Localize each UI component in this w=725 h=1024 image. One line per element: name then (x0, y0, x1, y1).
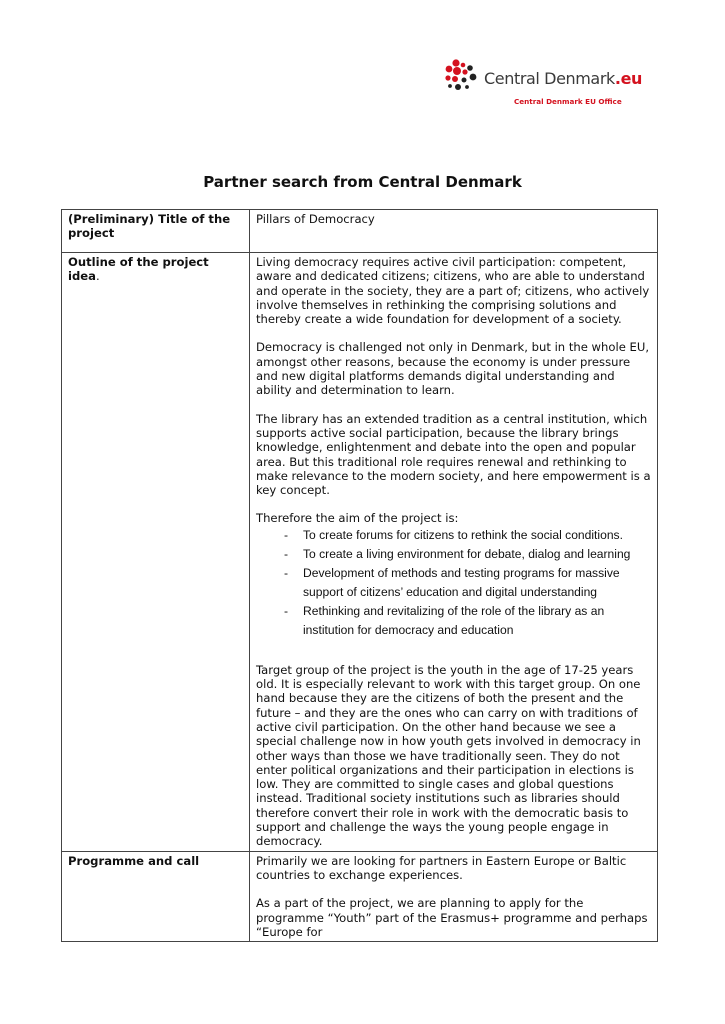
list-item: - Development of methods and testing programs for massive support of citizens’ education and digital understanding (284, 564, 651, 602)
logo-subtitle: Central Denmark EU Office (514, 97, 622, 106)
logo-wordmark: Central Denmark.eu (484, 69, 643, 88)
list-item: - To create forums for citizens to rethink the social conditions. (284, 526, 651, 545)
table-row (62, 851, 658, 941)
programme-paragraph: Primarily we are looking for partners in Eastern Europe or Baltic countries to exchange experiences. (256, 853, 627, 882)
outline-paragraph: Democracy is challenged not only in Denmark, but in the whole EU, amongst other reasons, because the economy is under pressure and new digital platforms demands digital understanding and ability and determination to learn. (256, 340, 650, 398)
partner-search-table (61, 209, 658, 942)
programme-paragraph: As a part of the project, we are planning to apply for the programme “Youth” part of the Erasmus+ programme and perhaps “Europe for (256, 896, 648, 939)
dots-cluster-icon (444, 59, 480, 93)
central-denmark-logo (444, 59, 643, 109)
aims-intro: Therefore the aim of the project is: (256, 511, 459, 526)
title-value: Pillars of Democracy (250, 210, 658, 253)
table-row (62, 253, 658, 852)
programme-label: Programme and call (62, 851, 250, 941)
outline-content (250, 253, 658, 852)
document-title: Partner search from Central Denmark (203, 173, 522, 191)
outline-paragraph: The library has an extended tradition as a central institution, which supports active social participation, because the library brings knowledge, enlightenment and debate into the open and popular area. But this traditional role requires renewal and rethinking to make relevance to the modern society, and here empowerment is a key concept. (256, 411, 651, 498)
aims-list (256, 526, 651, 640)
title-label: (Preliminary) Title of the project (62, 210, 250, 253)
outline-label: Outline of the project idea. (62, 253, 250, 852)
list-item: - Rethinking and revitalizing of the role of the library as an institution for democracy and education (284, 602, 651, 640)
programme-content (250, 851, 658, 941)
target-group-paragraph: Target group of the project is the youth in the age of 17-25 years old. It is especially relevant to work with this target group. On one hand because they are the citizens of both the present and the future – and they are the ones who can carry on with traditions of active civil participation. On the other hand because we see a special challenge now in how youth gets involved in democracy in other ways than those we have traditionally seen. They do not enter political organizations and their participation in elections is low. They are committed to single cases and global questions instead. Traditional society institutions such as libraries should therefore convert their role in work with the democratic basis to support and challenge the ways the young people engage in democracy. (256, 662, 641, 849)
table-row (62, 210, 658, 253)
list-item: - To create a living environment for debate, dialog and learning (284, 545, 651, 564)
outline-paragraph: Living democracy requires active civil participation: competent, aware and dedicated citizens; citizens, who are able to understand and operate in the society, they are a part of; citizens, who actively involve themselves in rethinking the comprising solutions and thereby create a wide foundation for development of a society. (256, 255, 650, 327)
